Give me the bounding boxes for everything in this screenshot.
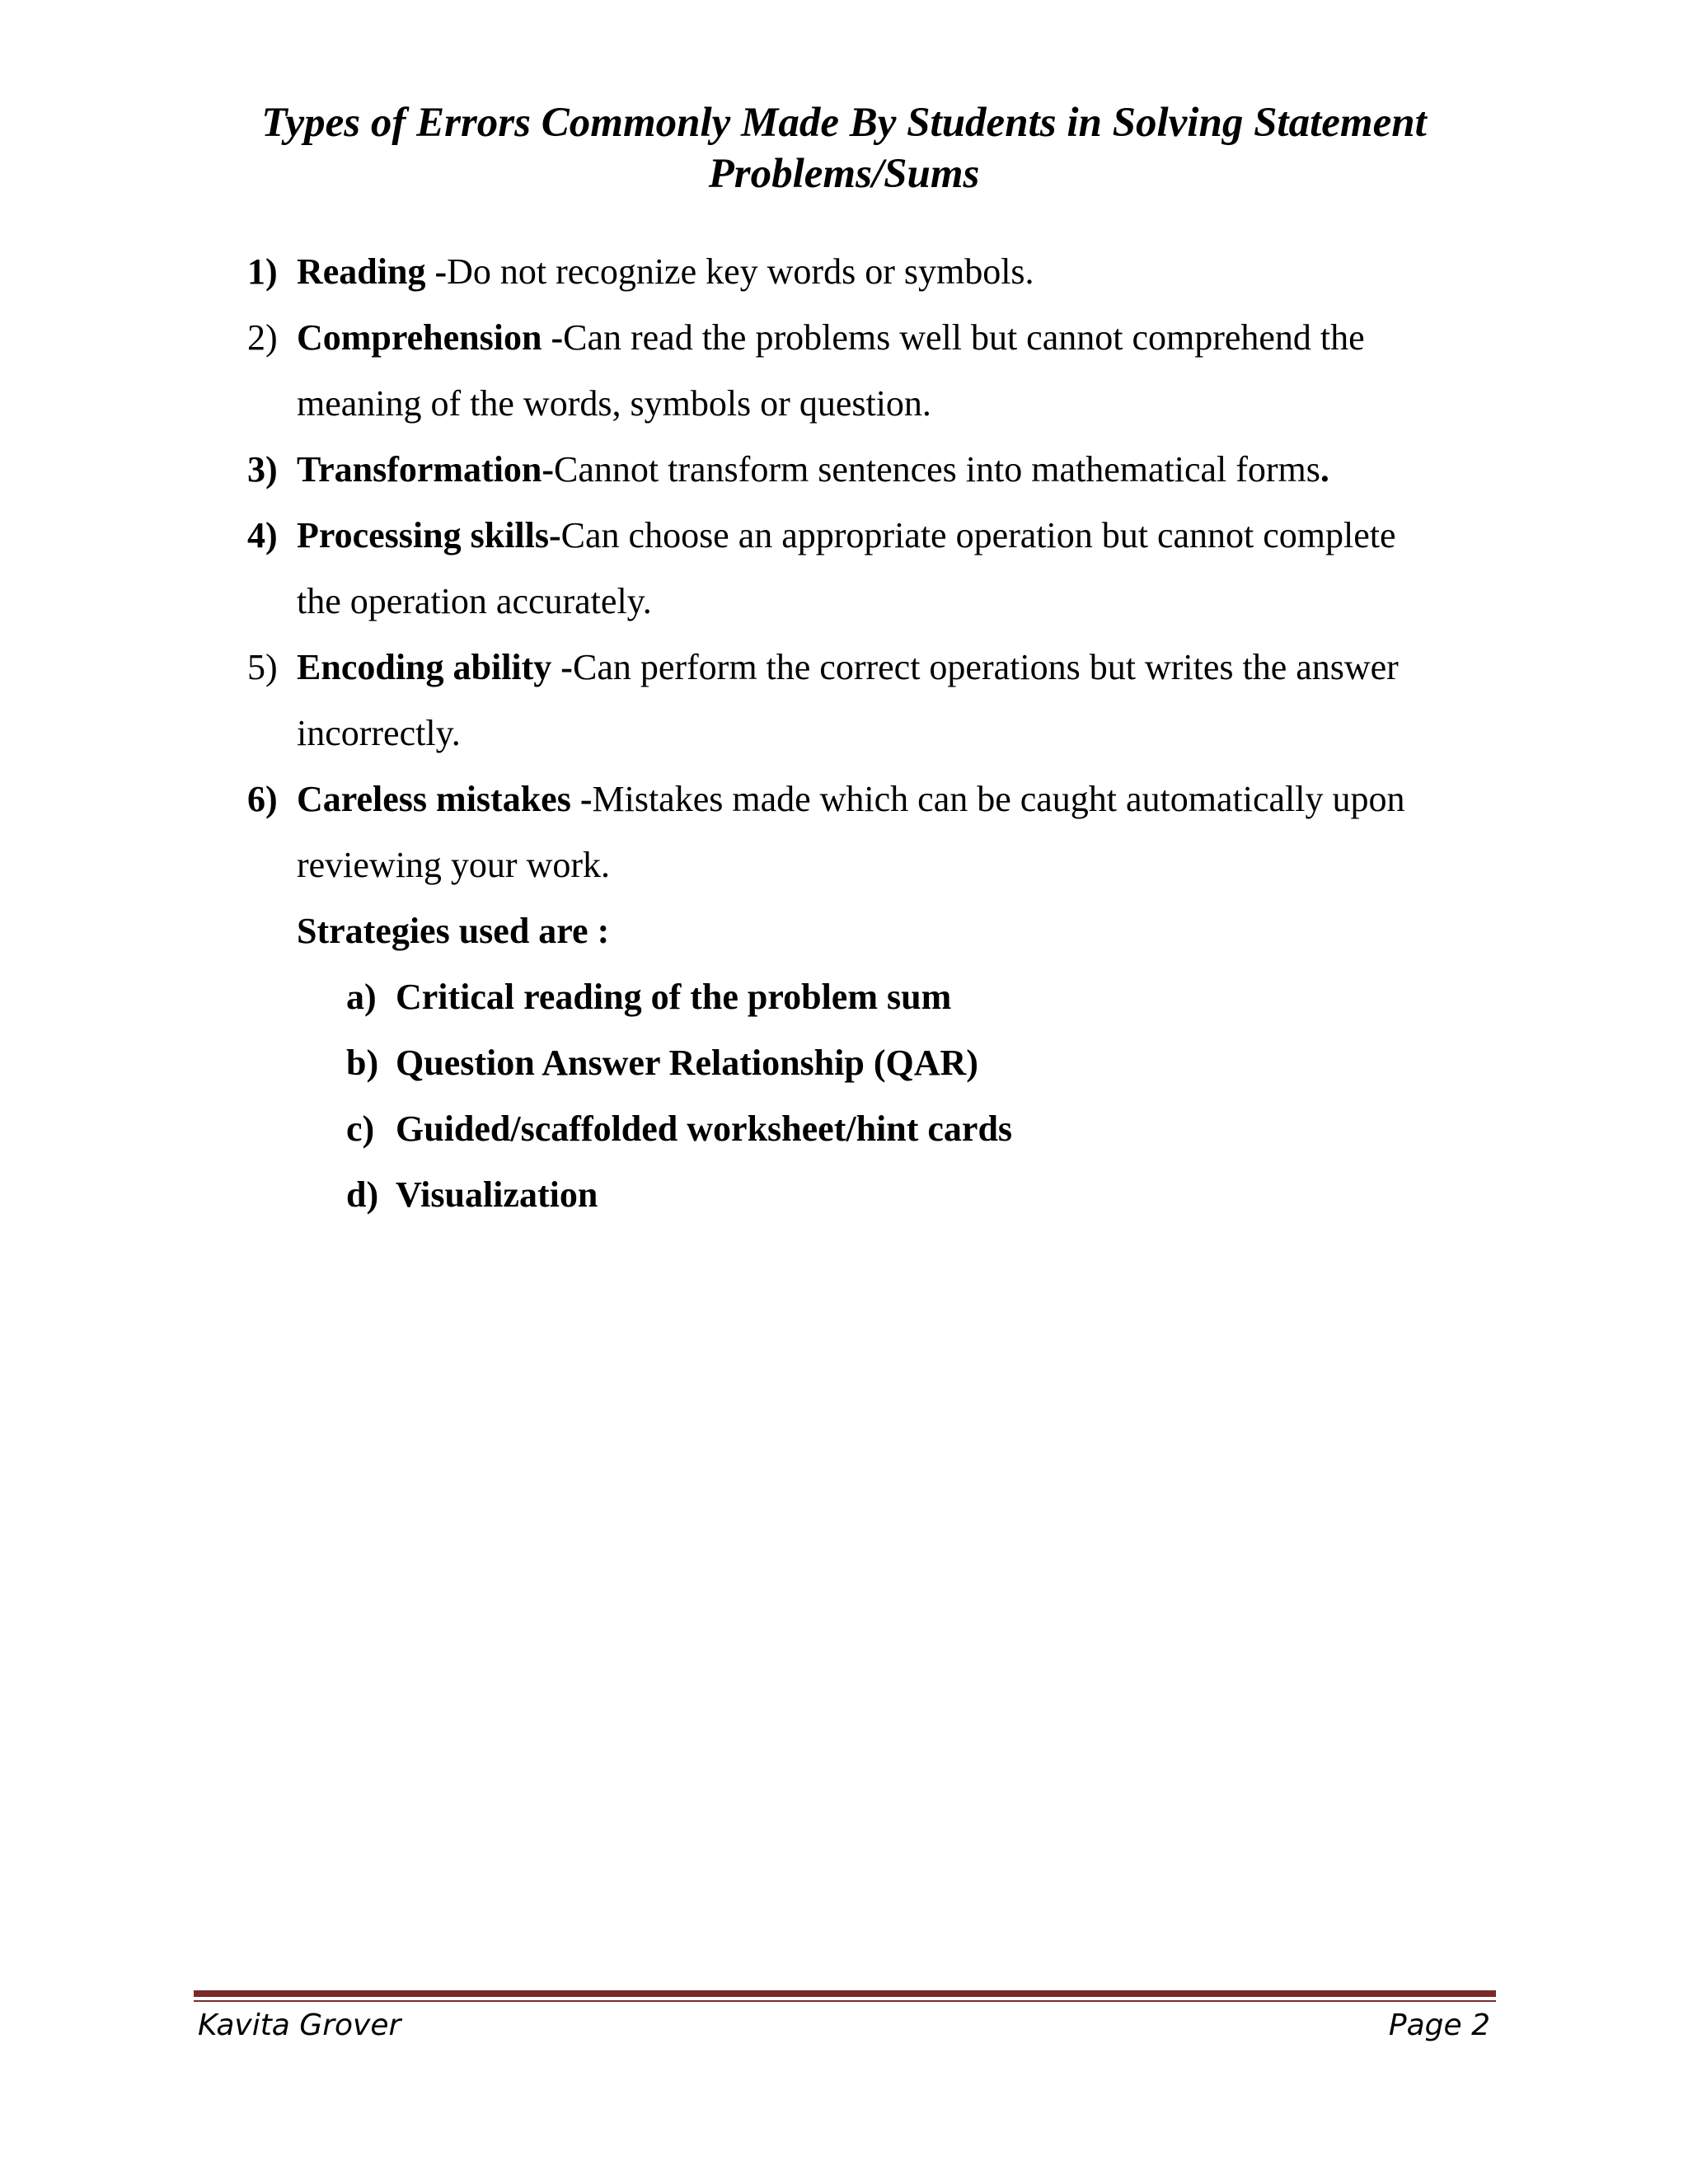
- error-term: Transformation-: [297, 449, 555, 490]
- page-title: [198, 97, 1490, 199]
- error-item-careless-mistakes: [247, 766, 1405, 832]
- list-number: 2): [247, 317, 278, 358]
- error-term: Processing skills-: [297, 515, 561, 555]
- error-description-continued: the operation accurately.: [297, 581, 652, 621]
- error-description: Mistakes made which can be caught automatically upon: [592, 779, 1405, 819]
- list-number: 1): [247, 251, 278, 292]
- error-description: Do not recognize key words or symbols.: [447, 251, 1034, 292]
- strategy-item: [346, 964, 951, 1030]
- error-description-continued: reviewing your work.: [297, 845, 611, 885]
- strategy-text: Question Answer Relationship (QAR): [396, 1043, 978, 1083]
- strategy-letter: c): [346, 1108, 375, 1149]
- error-description-continued: meaning of the words, symbols or question.: [297, 383, 931, 424]
- error-description-continued: incorrectly.: [297, 713, 461, 753]
- list-number: 3): [247, 449, 278, 490]
- strategy-text: Critical reading of the problem sum: [396, 977, 952, 1017]
- error-item-reading: [247, 239, 1034, 305]
- error-item-processing-skills: [247, 503, 1396, 569]
- error-term: Careless mistakes -: [297, 779, 593, 819]
- footer-page-number: Page 2: [1388, 2008, 1490, 2042]
- strategy-item: [346, 1030, 978, 1096]
- error-item-encoding-ability: [247, 635, 1399, 701]
- strategy-text: Guided/scaffolded worksheet/hint cards: [396, 1108, 1013, 1149]
- error-term: Encoding ability -: [297, 647, 573, 687]
- error-description-period: .: [1320, 449, 1329, 490]
- error-item-transformation: [247, 437, 1329, 503]
- page-title-line-2: Problems/Sums: [708, 151, 980, 197]
- list-number: 4): [247, 515, 278, 555]
- error-term: Reading -: [297, 251, 448, 292]
- strategy-item: [346, 1162, 598, 1228]
- strategy-letter: a): [346, 977, 377, 1017]
- page-title-line-1: Types of Errors Commonly Made By Students in Solving Statement: [261, 100, 1427, 146]
- strategy-text: Visualization: [396, 1174, 598, 1215]
- strategy-letter: d): [346, 1174, 379, 1215]
- list-number: 6): [247, 779, 278, 819]
- error-description: Can perform the correct operations but writes the answer: [572, 647, 1399, 687]
- error-description: Can choose an appropriate operation but cannot complete: [560, 515, 1396, 555]
- error-term: Comprehension -: [297, 317, 564, 358]
- error-item-comprehension: [247, 305, 1365, 371]
- strategy-item: [346, 1096, 1012, 1162]
- strategy-letter: b): [346, 1043, 379, 1083]
- strategies-heading: Strategies used are :: [297, 911, 610, 951]
- footer-divider: [194, 1990, 1496, 1997]
- error-description: Can read the problems well but cannot comprehend the: [563, 317, 1365, 358]
- list-number: 5): [247, 647, 278, 687]
- error-description: Cannot transform sentences into mathematical forms: [554, 449, 1320, 490]
- footer-author: Kavita Grover: [198, 2008, 401, 2042]
